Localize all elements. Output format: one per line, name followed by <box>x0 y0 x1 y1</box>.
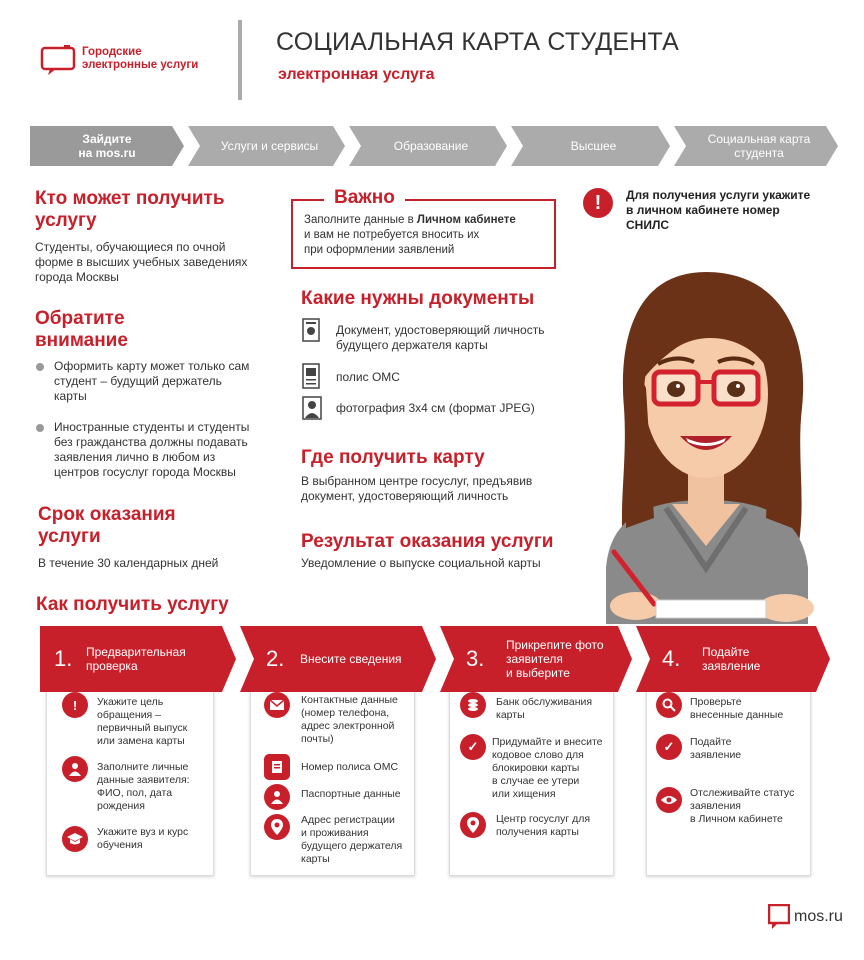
item-line: Проверьте <box>690 696 742 708</box>
where-line: документ, удостоверяющий личность <box>301 489 509 503</box>
who-line: Студенты, обучающиеся по очной <box>35 240 226 254</box>
item-line: внесенные данные <box>690 709 784 721</box>
step1-item-university <box>97 826 188 852</box>
exclamation-icon: ! <box>62 692 88 718</box>
step-number: 1. <box>54 646 73 671</box>
step-1-header <box>40 626 230 692</box>
item-line: Контактные данные <box>301 694 398 706</box>
docs-title: Какие нужны документы <box>301 288 535 309</box>
bullet-dot <box>36 424 44 432</box>
item-line: заявления <box>690 800 741 812</box>
step-number: 3. <box>466 646 485 671</box>
step-label: проверка <box>86 659 138 673</box>
term-title-line: услуги <box>38 526 101 547</box>
doc-line: будущего держателя карты <box>336 338 488 352</box>
step4-item-submit <box>690 736 741 762</box>
breadcrumb-step-education[interactable] <box>349 126 507 166</box>
step-label: Предварительная <box>86 645 186 659</box>
step1-item-purpose <box>97 696 187 748</box>
snils-note <box>626 188 810 233</box>
important-title: Важно <box>324 187 405 209</box>
who-text <box>35 240 247 285</box>
step2-item-passport <box>301 788 401 801</box>
item-line: Паспортные данные <box>301 788 401 800</box>
search-icon <box>656 692 682 718</box>
item-line: обучения <box>97 839 143 851</box>
item-line: будущего держателя <box>301 840 403 852</box>
step-label: Прикрепите фото <box>506 638 604 652</box>
logo <box>40 43 215 79</box>
result-text: Уведомление о выпуске социальной карты <box>301 556 541 570</box>
crumb-label: на mos.ru <box>78 146 136 160</box>
where-text <box>301 474 532 504</box>
checkmark-icon: ✓ <box>656 734 682 760</box>
where-title: Где получить карту <box>301 447 485 468</box>
step-label: заявителя <box>506 652 563 666</box>
snils-line: СНИЛС <box>626 218 670 232</box>
attention-title-line: внимание <box>35 330 128 351</box>
item-line: или замена карты <box>97 735 185 747</box>
doc-item-oms: полис ОМС <box>336 370 400 384</box>
item-line: Номер полиса ОМС <box>301 761 399 773</box>
snils-line: в личном кабинете номер <box>626 203 780 217</box>
student-illustration <box>596 268 836 624</box>
step-number: 4. <box>662 646 681 671</box>
step2-item-contacts <box>301 694 398 746</box>
step4-item-check <box>690 696 783 722</box>
item-line: Заполните личные <box>97 761 189 773</box>
item-line: первичный выпуск <box>97 722 188 734</box>
envelope-icon <box>264 692 290 718</box>
breadcrumb-step-services[interactable] <box>188 126 345 166</box>
important-line: при оформлении заявлений <box>304 244 455 256</box>
term-title-line: Срок оказания <box>38 504 176 525</box>
important-line: Заполните данные в <box>304 214 417 226</box>
personal-account-text: Личном кабинете <box>416 214 516 226</box>
crumb-label: Социальная карта <box>707 132 811 146</box>
exclamation-icon: ! <box>583 188 613 218</box>
item-line: Придумайте и внесите <box>492 736 603 748</box>
coins-icon <box>460 692 486 718</box>
location-pin-icon <box>460 812 486 838</box>
step4-item-track <box>690 787 794 826</box>
bullet-line: без гражданства должны подавать <box>54 435 248 449</box>
bullet-line: Иностранные студенты и студенты <box>54 420 250 434</box>
step-label: Внесите сведения <box>300 652 402 666</box>
item-line: в случае ее утери <box>492 775 580 787</box>
location-pin-icon <box>264 814 290 840</box>
breadcrumb-step-student-card[interactable] <box>674 126 838 166</box>
header-divider <box>238 20 242 100</box>
how-title: Как получить услугу <box>36 594 229 615</box>
step-4-header <box>648 626 826 692</box>
item-line: и проживания <box>301 827 369 839</box>
page-title: СОЦИАЛЬНАЯ КАРТА СТУДЕНТА <box>276 28 680 56</box>
step3-item-center <box>496 813 590 839</box>
attention-bullet-2 <box>54 420 249 480</box>
policy-card-icon <box>302 363 320 389</box>
attention-title <box>35 308 128 352</box>
attention-bullet-1 <box>54 359 249 404</box>
crumb-label: Услуги и сервисы <box>220 139 319 153</box>
monitor-logo-icon <box>40 45 76 77</box>
bullet-line: заявления лично в любом из <box>54 450 216 464</box>
item-line: обращения – <box>97 709 161 721</box>
item-line: в Личном кабинете <box>690 813 783 825</box>
item-line: почты) <box>301 733 334 745</box>
item-line: Банк обслуживания <box>496 696 593 708</box>
attention-title-line: Обратите <box>35 308 125 329</box>
step-label: и выберите <box>506 666 570 680</box>
mos-logo-text: mos.ru <box>794 908 843 925</box>
item-line: рождения <box>97 800 145 812</box>
item-line: адрес электронной <box>301 720 395 732</box>
who-line: форме в высших учебных заведениях <box>35 255 248 269</box>
step-3-header <box>452 626 628 692</box>
person-icon <box>62 756 88 782</box>
step-2-header <box>252 626 432 692</box>
item-line: Подайте <box>690 736 732 748</box>
crumb-label: Высшее <box>570 139 617 153</box>
item-line: Укажите вуз и курс <box>97 826 189 838</box>
item-line: получения карты <box>496 826 579 838</box>
breadcrumb-step-higher[interactable] <box>511 126 670 166</box>
step-number: 2. <box>266 646 285 671</box>
step2-item-address <box>301 814 402 866</box>
person-icon <box>264 784 290 810</box>
crumb-label: Образование <box>393 139 469 153</box>
doc-item-photo: фотография 3х4 см (формат JPEG) <box>336 401 535 415</box>
important-line: и вам не потребуется вносить их <box>304 229 480 241</box>
item-line: заявление <box>690 749 742 761</box>
step2-item-oms <box>301 761 398 774</box>
bullet-line: Оформить карту может только сам <box>54 359 250 373</box>
who-title-line: Кто может получить <box>35 188 225 209</box>
crumb-label: студента <box>734 146 784 160</box>
who-title-line: услугу <box>35 210 97 231</box>
breadcrumb-step-login[interactable] <box>30 126 184 166</box>
item-line: (номер телефона, <box>301 707 390 719</box>
doc-item-id <box>336 323 544 353</box>
bullet-line: центров госуслуг города Москвы <box>54 465 236 479</box>
passport-icon <box>302 318 320 342</box>
step3-item-bank <box>496 696 592 722</box>
bullet-dot <box>36 363 44 371</box>
item-line: Центр госуслуг для <box>496 813 591 825</box>
term-text: В течение 30 календарных дней <box>38 556 219 570</box>
item-line: Отслеживайте статус <box>690 787 795 799</box>
bullet-line: карты <box>54 389 87 403</box>
step-label: заявление <box>702 659 761 673</box>
logo-line1: Городские <box>82 46 142 58</box>
bullet-line: студент – будущий держатель <box>54 374 222 388</box>
checkmark-icon: ✓ <box>460 734 486 760</box>
item-line: карты <box>496 709 525 721</box>
item-line: Адрес регистрации <box>301 814 395 826</box>
term-title <box>38 504 176 548</box>
item-line: Укажите цель <box>97 696 164 708</box>
photo-icon <box>302 396 322 420</box>
step1-item-personal <box>97 761 190 813</box>
doc-line: Документ, удостоверяющий личность <box>336 323 545 337</box>
item-line: или хищения <box>492 788 556 800</box>
step3-item-codeword <box>492 736 603 801</box>
mos-logo[interactable] <box>768 902 843 932</box>
document-icon <box>264 754 290 780</box>
eye-icon <box>656 787 682 813</box>
crumb-label: Зайдите <box>82 132 132 146</box>
graduation-cap-icon <box>62 826 88 852</box>
where-line: В выбранном центре госуслуг, предъявив <box>301 474 533 488</box>
page-subtitle: электронная услуга <box>278 66 435 83</box>
item-line: данные заявителя: <box>97 774 190 786</box>
speech-bubble-icon <box>768 904 790 930</box>
item-line: кодовое слово для <box>492 749 584 761</box>
snils-line: Для получения услуги укажите <box>626 188 811 202</box>
item-line: блокировки карты <box>492 762 580 774</box>
result-title: Результат оказания услуги <box>301 531 554 552</box>
who-title <box>35 188 225 232</box>
item-line: ФИО, пол, дата <box>97 787 173 799</box>
logo-line2: электронные услуги <box>82 59 199 71</box>
step-label: Подайте <box>702 645 750 659</box>
important-text <box>304 213 516 258</box>
who-line: города Москвы <box>35 270 119 284</box>
item-line: карты <box>301 853 330 865</box>
